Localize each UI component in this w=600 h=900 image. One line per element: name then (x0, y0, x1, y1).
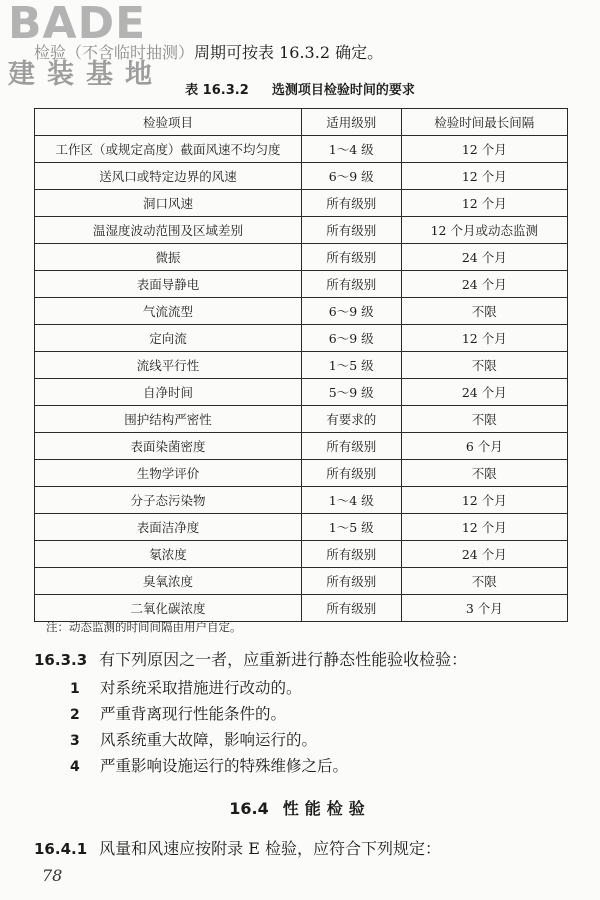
table-cell: 12 个月 (401, 487, 567, 514)
table-row (35, 325, 568, 352)
table-header-row (35, 109, 568, 136)
list-item (70, 755, 348, 778)
table-cell: 流线平行性 (35, 352, 302, 379)
logo-subtitle: 建装基地 (8, 59, 164, 90)
table-row (35, 136, 568, 163)
table-cell: 自净时间 (35, 379, 302, 406)
list-item-number: 1 (70, 681, 80, 697)
logo-brand: BADE (8, 0, 147, 49)
table-cell: 12 个月 (401, 136, 567, 163)
table-cell: 不限 (401, 298, 567, 325)
table-cell: 生物学评价 (35, 460, 302, 487)
table-caption-number: 表 16.3.2 (185, 83, 249, 98)
table-cell: 氡浓度 (35, 541, 302, 568)
intro-faded-text: 检验（不含临时抽测） (34, 43, 195, 62)
table-cell: 二氧化碳浓度 (35, 595, 302, 622)
list-item-text: 严重背离现行性能条件的。 (100, 705, 287, 723)
table-cell: 6～9 级 (301, 163, 401, 190)
table-cell: 表面染菌密度 (35, 433, 302, 460)
table-cell: 所有级别 (301, 460, 401, 487)
table-row (35, 190, 568, 217)
table-cell: 24 个月 (401, 271, 567, 298)
table-cell: 6～9 级 (301, 325, 401, 352)
table-cell: 所有级别 (301, 190, 401, 217)
table-cell: 1～5 级 (301, 514, 401, 541)
table-row (35, 487, 568, 514)
table-cell: 围护结构严密性 (35, 406, 302, 433)
table-cell: 送风口或特定边界的风速 (35, 163, 302, 190)
clause-number: 16.4.1 (34, 840, 88, 858)
clause-number: 16.3.3 (34, 651, 88, 669)
table-cell: 定向流 (35, 325, 302, 352)
table-cell: 分子态污染物 (35, 487, 302, 514)
table-row (35, 514, 568, 541)
table-cell: 6 个月 (401, 433, 567, 460)
table-cell: 不限 (401, 568, 567, 595)
section-number: 16.4 (229, 799, 269, 818)
table-cell: 不限 (401, 406, 567, 433)
clause-text: 风量和风速应按附录 E 检验，应符合下列规定： (99, 839, 442, 858)
table-row (35, 568, 568, 595)
table-cell: 12 个月 (401, 163, 567, 190)
table-cell: 所有级别 (301, 568, 401, 595)
table-cell: 不限 (401, 352, 567, 379)
table-cell: 气流流型 (35, 298, 302, 325)
table-header-cell: 检验时间最长间隔 (401, 109, 567, 136)
section-title-text: 性能检验 (282, 799, 371, 818)
list-item-number: 3 (70, 733, 80, 749)
table-cell: 5～9 级 (301, 379, 401, 406)
table-row (35, 541, 568, 568)
list-item-number: 4 (70, 759, 80, 775)
table-cell: 1～4 级 (301, 136, 401, 163)
requirements-table (34, 108, 568, 622)
table-row (35, 271, 568, 298)
page-number: 78 (42, 866, 63, 885)
table-caption-title: 选测项目检验时间的要求 (271, 83, 415, 98)
intro-text: 周期可按表 16.3.2 确定。 (194, 43, 384, 62)
table-cell: 3 个月 (401, 595, 567, 622)
table-cell: 所有级别 (301, 433, 401, 460)
table-header-cell: 适用级别 (301, 109, 401, 136)
table-row (35, 163, 568, 190)
table-row (35, 298, 568, 325)
table-cell: 工作区（或规定高度）截面风速不均匀度 (35, 136, 302, 163)
table-cell: 表面导静电 (35, 271, 302, 298)
list-item-text: 严重影响设施运行的特殊维修之后。 (100, 757, 349, 775)
table-cell: 所有级别 (301, 217, 401, 244)
table-cell: 12 个月 (401, 325, 567, 352)
table-cell: 1～4 级 (301, 487, 401, 514)
table-cell: 有要求的 (301, 406, 401, 433)
intro-line (34, 42, 574, 64)
list-item-text: 对系统采取措施进行改动的。 (100, 679, 302, 697)
table-caption (0, 80, 600, 102)
list-item (70, 677, 302, 700)
table-row (35, 244, 568, 271)
table-cell: 洞口风速 (35, 190, 302, 217)
table-cell: 温湿度波动范围及区域差别 (35, 217, 302, 244)
list-item (70, 729, 317, 752)
table-cell: 12 个月 (401, 190, 567, 217)
list-item-number: 2 (70, 707, 80, 723)
table-row (35, 406, 568, 433)
clause-16-4-1 (34, 838, 441, 860)
table-cell: 24 个月 (401, 541, 567, 568)
table-cell: 12 个月 (401, 514, 567, 541)
table-cell: 12 个月或动态监测 (401, 217, 567, 244)
table-cell: 所有级别 (301, 271, 401, 298)
table-cell: 不限 (401, 460, 567, 487)
table-cell: 微振 (35, 244, 302, 271)
table-cell: 表面洁净度 (35, 514, 302, 541)
table-row (35, 379, 568, 406)
table-row (35, 217, 568, 244)
list-item-text: 风系统重大故障，影响运行的。 (100, 731, 318, 749)
table-cell: 1～5 级 (301, 352, 401, 379)
clause-16-3-3 (34, 649, 467, 671)
table-row (35, 352, 568, 379)
table-body (35, 136, 568, 622)
table-cell: 24 个月 (401, 379, 567, 406)
list-item (70, 703, 286, 726)
table-cell: 臭氧浓度 (35, 568, 302, 595)
table-cell: 所有级别 (301, 244, 401, 271)
section-heading (0, 797, 600, 821)
table-cell: 24 个月 (401, 244, 567, 271)
table-cell: 所有级别 (301, 541, 401, 568)
table-note: 注：动态监测的时间间隔由用户自定。 (46, 620, 242, 634)
table-row (35, 460, 568, 487)
table-cell: 6～9 级 (301, 298, 401, 325)
clause-text: 有下列原因之一者，应重新进行静态性能验收检验： (99, 650, 468, 669)
table-cell: 所有级别 (301, 595, 401, 622)
table-header-cell: 检验项目 (35, 109, 302, 136)
table-row (35, 433, 568, 460)
